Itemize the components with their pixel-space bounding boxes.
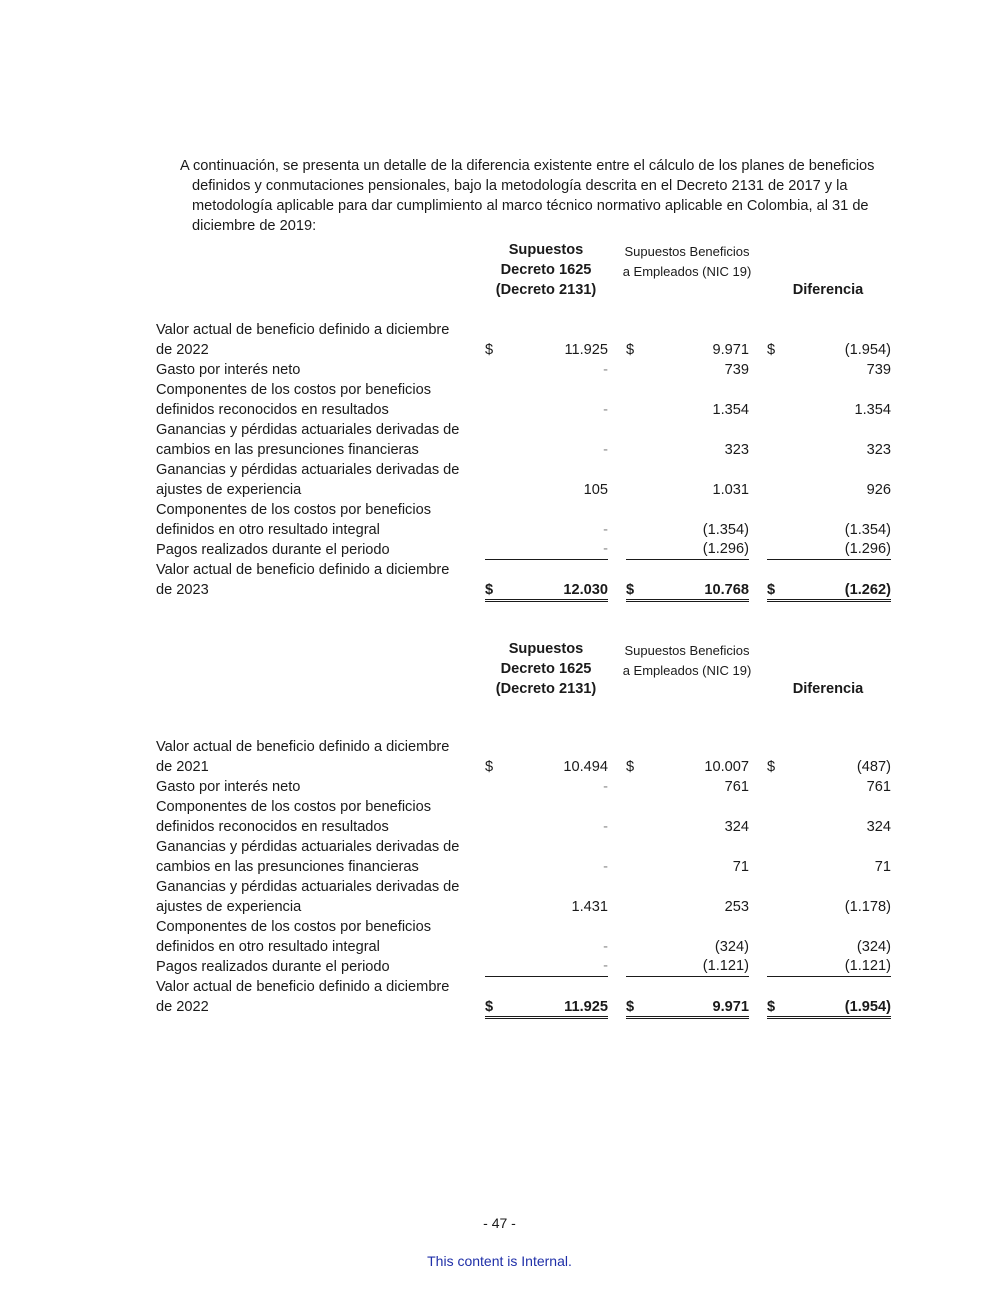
currency-symbol: $ — [485, 759, 494, 775]
value-nic19: 739 — [724, 362, 749, 378]
currency-symbol: $ — [767, 342, 776, 358]
value-decreto: - — [603, 819, 608, 835]
currency-symbol: $ — [767, 759, 776, 775]
value-decreto: - — [603, 362, 608, 378]
header-decreto: Supuestos Decreto 1625 (Decreto 2131) — [495, 641, 597, 697]
value-decreto: - — [603, 442, 608, 458]
currency-symbol: $ — [485, 342, 494, 358]
value-decreto: 12.030 — [563, 582, 608, 598]
row-label: Gasto por interés neto — [156, 779, 301, 795]
table-total-row — [156, 560, 896, 602]
value-nic19: (1.296) — [702, 541, 749, 557]
row-label: Pagos realizados durante el periodo — [156, 542, 390, 558]
row-label: Componentes de los costos por beneficios definidos reconocidos en resultados — [156, 799, 432, 835]
row-label: Ganancias y pérdidas actuariales derivadas de cambios en las presunciones financieras — [156, 422, 460, 458]
value-diferencia: (1.178) — [844, 899, 891, 915]
table-header — [156, 240, 896, 320]
row-label: Ganancias y pérdidas actuariales derivadas de cambios en las presunciones financieras — [156, 839, 460, 875]
currency-symbol: $ — [485, 999, 494, 1015]
value-diferencia: 323 — [866, 442, 891, 458]
table-row — [156, 360, 896, 380]
value-diferencia: 739 — [866, 362, 891, 378]
value-diferencia: (487) — [856, 759, 891, 775]
header-diferencia: Diferencia — [792, 681, 864, 697]
value-decreto: - — [603, 541, 608, 557]
table-row — [156, 917, 896, 957]
value-nic19: 323 — [724, 442, 749, 458]
value-nic19: (1.354) — [702, 522, 749, 538]
row-label: Valor actual de beneficio definido a diciembre de 2022 — [156, 322, 450, 358]
value-nic19: 9.971 — [712, 342, 749, 358]
row-label: Componentes de los costos por beneficios definidos reconocidos en resultados — [156, 382, 432, 418]
value-nic19: 9.971 — [712, 999, 749, 1015]
currency-symbol: $ — [626, 582, 635, 598]
table-row — [156, 500, 896, 540]
row-label: Valor actual de beneficio definido a diciembre de 2022 — [156, 979, 450, 1015]
value-diferencia: (324) — [856, 939, 891, 955]
row-label: Componentes de los costos por beneficios definidos en otro resultado integral — [156, 919, 432, 955]
header-diferencia: Diferencia — [792, 282, 864, 298]
value-nic19: 1.354 — [712, 402, 749, 418]
value-decreto: 11.925 — [564, 342, 608, 358]
value-decreto: 11.925 — [564, 999, 608, 1015]
value-nic19: 324 — [724, 819, 749, 835]
reconciliation-table-2022 — [156, 639, 896, 1019]
currency-symbol: $ — [485, 582, 494, 598]
header-nic19: Supuestos Beneficios a Empleados (NIC 19) — [622, 244, 752, 279]
value-nic19: 761 — [724, 779, 749, 795]
value-diferencia: (1.354) — [844, 522, 891, 538]
value-decreto: - — [603, 859, 608, 875]
value-diferencia: 71 — [874, 859, 891, 875]
row-label: Valor actual de beneficio definido a diciembre de 2021 — [156, 739, 450, 775]
table-row — [156, 737, 896, 777]
currency-symbol: $ — [626, 759, 635, 775]
currency-symbol: $ — [767, 582, 776, 598]
table-row — [156, 380, 896, 420]
currency-symbol: $ — [626, 342, 635, 358]
table-row — [156, 877, 896, 917]
table-row — [156, 957, 896, 977]
table-total-row — [156, 977, 896, 1019]
row-label: Componentes de los costos por beneficios definidos en otro resultado integral — [156, 502, 432, 538]
row-label: Valor actual de beneficio definido a diciembre de 2023 — [156, 562, 450, 598]
row-label: Ganancias y pérdidas actuariales derivadas de ajustes de experiencia — [156, 879, 460, 915]
row-label: Gasto por interés neto — [156, 362, 301, 378]
table-row — [156, 797, 896, 837]
value-decreto: - — [603, 779, 608, 795]
value-decreto: 10.494 — [563, 759, 608, 775]
value-nic19: 71 — [732, 859, 749, 875]
value-nic19: (324) — [714, 939, 749, 955]
value-diferencia: 324 — [866, 819, 891, 835]
value-decreto: 1.431 — [571, 899, 608, 915]
value-diferencia: 926 — [866, 482, 891, 498]
header-decreto: Supuestos Decreto 1625 (Decreto 2131) — [495, 242, 597, 298]
value-decreto: - — [603, 939, 608, 955]
table-row — [156, 460, 896, 500]
header-nic19: Supuestos Beneficios a Empleados (NIC 19) — [622, 643, 752, 678]
classification-label: This content is Internal. — [427, 1253, 572, 1269]
value-nic19: 10.007 — [704, 759, 749, 775]
value-nic19: 253 — [724, 899, 749, 915]
table-row — [156, 420, 896, 460]
value-diferencia: (1.954) — [844, 342, 891, 358]
page-number: - 47 - — [483, 1215, 516, 1231]
reconciliation-table-2023 — [156, 240, 896, 602]
value-diferencia: (1.262) — [844, 582, 891, 598]
table-row — [156, 777, 896, 797]
value-diferencia: (1.121) — [844, 958, 891, 974]
table-row — [156, 320, 896, 360]
value-diferencia: (1.954) — [844, 999, 891, 1015]
value-diferencia: 761 — [866, 779, 891, 795]
value-nic19: (1.121) — [702, 958, 749, 974]
value-decreto: 105 — [583, 482, 608, 498]
table-row — [156, 837, 896, 877]
table-header — [156, 639, 896, 737]
row-label: Pagos realizados durante el periodo — [156, 959, 390, 975]
value-decreto: - — [603, 522, 608, 538]
value-decreto: - — [603, 402, 608, 418]
currency-symbol: $ — [767, 999, 776, 1015]
value-decreto: - — [603, 958, 608, 974]
value-nic19: 1.031 — [712, 482, 749, 498]
row-label: Ganancias y pérdidas actuariales derivadas de ajustes de experiencia — [156, 462, 460, 498]
value-nic19: 10.768 — [704, 582, 749, 598]
intro-paragraph: A continuación, se presenta un detalle de la diferencia existente entre el cálculo de los planes de beneficios definidos y conmutaciones pensionales, bajo la metodología descrita en el Decreto 2131 de 2017 y la metodología aplicable para dar cumplimiento al marco técnico normativo aplicable en Colombia, al 31 de diciembre de 2019: — [180, 157, 875, 234]
value-diferencia: (1.296) — [844, 541, 891, 557]
value-diferencia: 1.354 — [854, 402, 891, 418]
currency-symbol: $ — [626, 999, 635, 1015]
table-row — [156, 540, 896, 560]
